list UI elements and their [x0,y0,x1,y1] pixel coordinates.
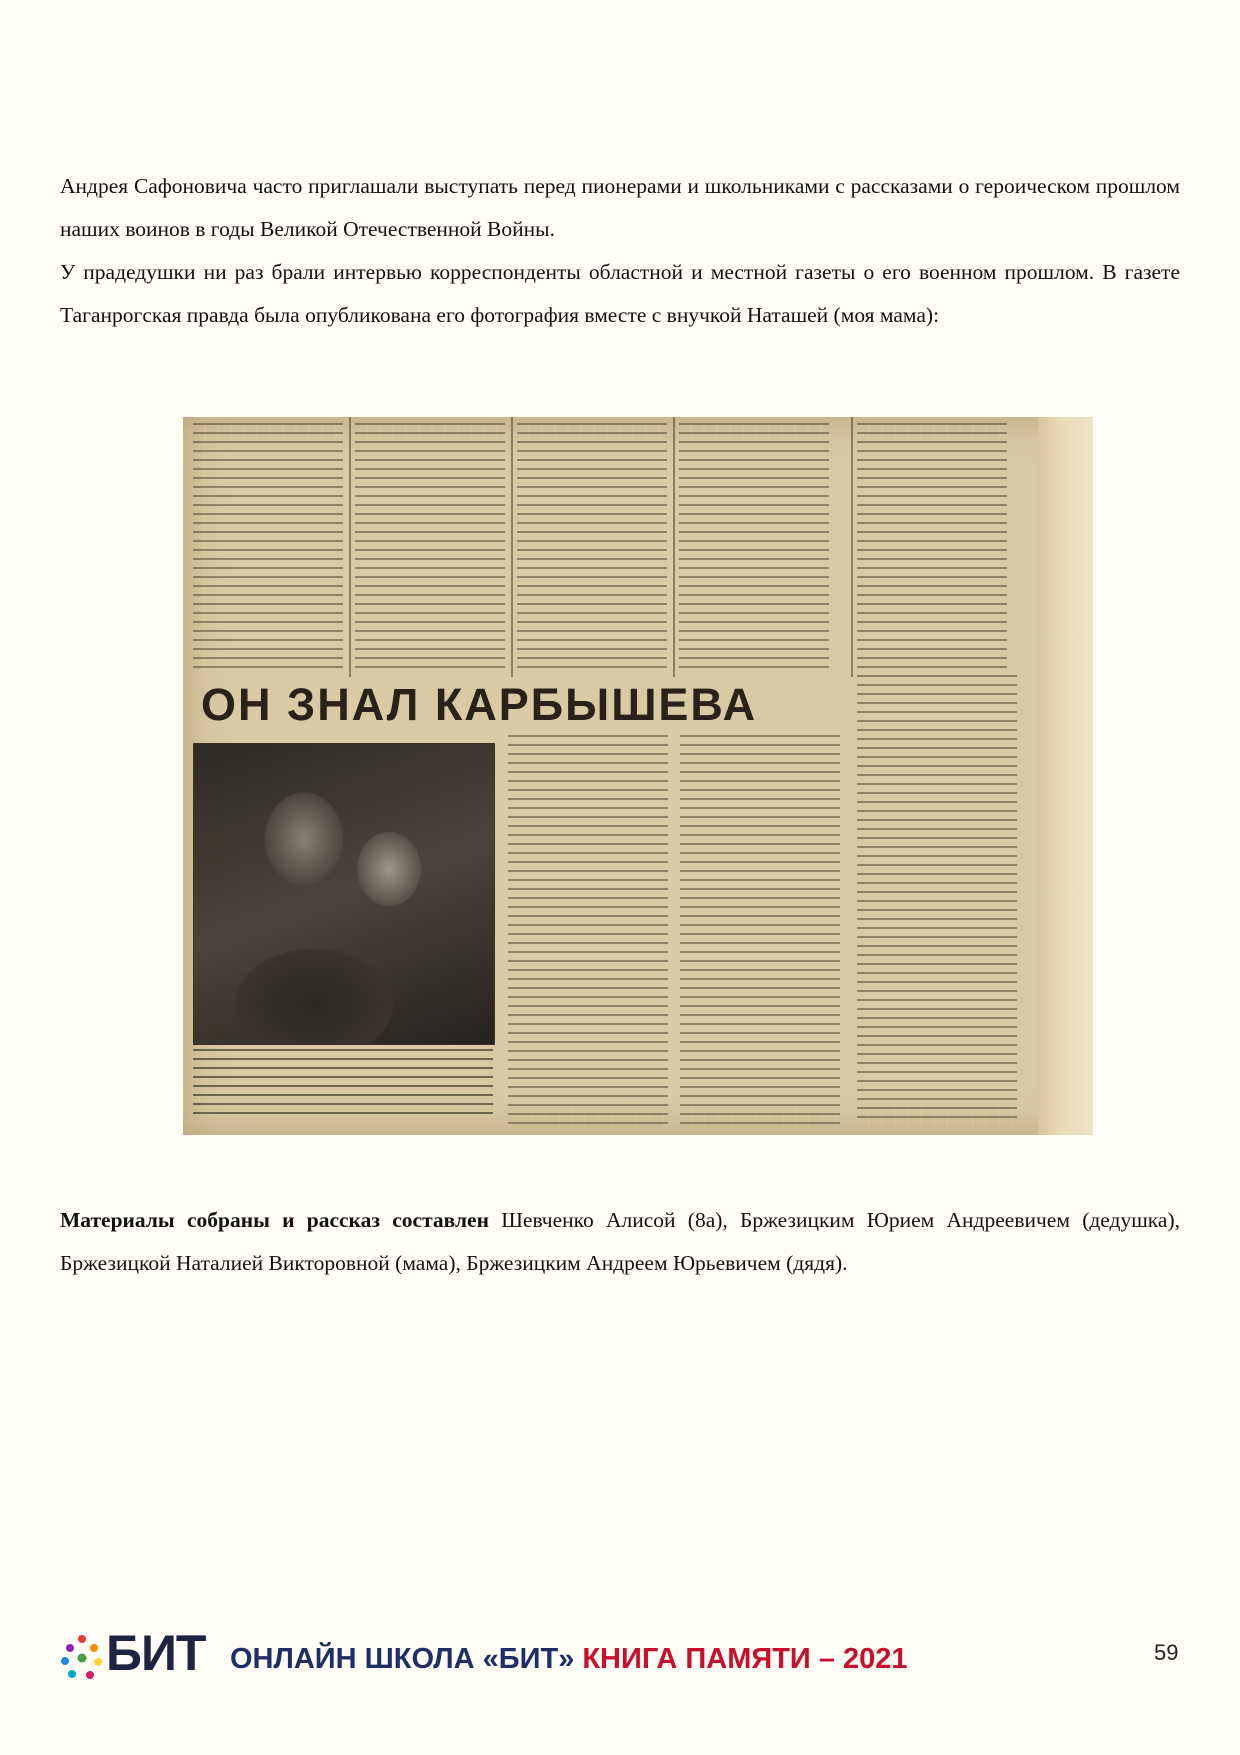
newspaper-column [857,675,1017,1125]
footer-school-name: ОНЛАЙН ШКОЛА «БИТ» [230,1643,575,1675]
newspaper-column [679,423,829,673]
credits-names: Шевченко Алисой (8а), Бржезицким Юрием Андреевичем (дедушка), Бржезицкой Наталией Викторовной (мама), Бржезицким Андреем Юрьевичем (дядя). [60,1208,1180,1275]
photo-caption [193,1049,493,1119]
newspaper-column [517,423,667,673]
dots-logo-icon [60,1634,104,1682]
footer-school-title [230,1643,908,1676]
newspaper-column [857,423,1007,673]
newspaper-photo [193,743,495,1045]
newspaper-column [355,423,505,673]
column-divider [511,417,513,677]
newspaper-column [193,423,343,673]
newspaper-column [508,735,668,1125]
column-divider [349,417,351,677]
logo-text: БИТ [106,1625,206,1681]
newspaper-headline: ОН ЗНАЛ КАРБЫШЕВА [201,679,758,730]
column-divider [673,417,675,677]
credits-label: Материалы собраны и рассказ составлен [60,1208,489,1232]
clipping-edge [1038,417,1093,1135]
paragraph-interviews: У прадедушки ни раз брали интервью корреспонденты областной и местной газеты о его военном прошлом. В газете Таганрогская правда была опубликована его фотография вместе с внучкой Наташей (моя мама): [60,260,1180,327]
newspaper-column [680,735,840,1125]
page-number: 59 [1154,1640,1179,1665]
column-divider [851,417,853,677]
newspaper-clipping [183,417,1093,1135]
footer-book-title: КНИГА ПАМЯТИ – 2021 [582,1643,908,1675]
paragraph-credits [60,1199,1180,1285]
page-footer [60,1625,1180,1690]
paragraph-visits: Андрея Сафоновича часто приглашали выступать перед пионерами и школьниками с рассказами о героическом прошлом наших воинов в годы Великой Отечественной Войны. [60,174,1180,241]
